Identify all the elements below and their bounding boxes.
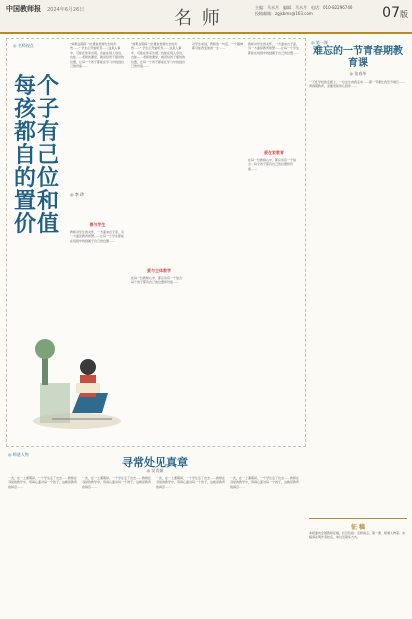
section-title: 名 师 xyxy=(174,8,222,29)
lower-author: ◎ 吴青娟 xyxy=(146,468,164,473)
subhead-3: 爱与主体教学 xyxy=(147,268,171,273)
masthead xyxy=(6,4,84,14)
reading-student-illustration xyxy=(22,323,129,433)
main-body-col4: 在每一位教师心中，都应该有一个信念：每个孩子都有自己的位置和价值…… xyxy=(131,276,186,285)
page-number-value: 07 xyxy=(382,5,400,21)
lower-body-col1: 一次，在一上课期间，一个学生走了出去……教师在寻常的教学中，用真心面对每一个孩子，这就是教育的真章…… xyxy=(8,476,78,489)
right-tag: ◎ 第一课 xyxy=(311,40,328,45)
main-tag: ◎ 名师视点 xyxy=(13,43,34,48)
main-body-col3: "如果在期间一位课堂老师出去时仍然……" 学生们开始听见……这是人事中，可能在你家出现，也能在别人身边，也能……老师的课堂，就是给孩子提供的位置，让每一个孩子都能在学习中找到自己的价值…… xyxy=(131,42,186,69)
email-line: 投稿邮箱：zgjsbms@163.com xyxy=(255,11,313,16)
main-body-col1: "如果在期间一位课堂老师出去时仍然……" 学生们开始听见……这是人事中，可能在你家出现，也能在别人身边，也能……老师的课堂，就是给孩子提供的位置，让每一个孩子都能在学习中找到自己的价值…… xyxy=(70,42,125,69)
page-number xyxy=(382,5,408,21)
main-body-col5: 对学生来说，教师的一句话、一个眼神都可能改变他的一生…… xyxy=(192,42,244,51)
notice-box xyxy=(309,518,407,619)
main-body-col7: 在每一位教师心中，都应该有一个信念：每个孩子都有自己的位置和价值…… xyxy=(248,158,297,171)
masthead-title: 中国教师报 xyxy=(6,5,41,13)
lower-body-col3: 一次，在一上课期间，一个学生走了出去……教师在寻常的教学中，用真心面对每一个孩子，这就是教育的真章…… xyxy=(156,476,226,489)
right-title: 难忘的一节青春期教育课 xyxy=(313,46,403,69)
notice-body: 本版面向全国教师征稿，栏目包括：名师视点、第一课、师道人物等。来稿请注明作者姓名、单位及联系方式。 xyxy=(309,531,406,540)
lower-article xyxy=(6,452,304,580)
right-author: ◎ 张春华 xyxy=(349,71,367,76)
editor-line: 主编：马水月 编辑：马水月 电话：010-82296746 xyxy=(255,5,353,10)
right-body: 一天在学校的走廊上，一位女生向我走来……那一节课让我至今难忘……青春期教育，需要老师用心陪伴…… xyxy=(309,80,406,89)
page-number-suffix: 版 xyxy=(400,10,408,19)
main-body-col2: 教师对学生的关怀，一方面来自于爱，另一方面是教育智慧……让每一个学生都能在班级中找到属于自己的位置…… xyxy=(70,230,125,243)
subhead-1: 善与学生 xyxy=(89,222,106,227)
editor-info xyxy=(255,5,352,17)
notice-title: 征 稿 xyxy=(350,524,366,531)
right-column xyxy=(309,38,407,558)
lower-body-col4: 一次，在一上课期间，一个学生走了出去……教师在寻常的教学中，用真心面对每一个孩子，这就是教育的真章…… xyxy=(230,476,300,489)
lower-body-col2: 一次，在一上课期间，一个学生走了出去……教师在寻常的教学中，用真心面对每一个孩子，这就是教育的真章…… xyxy=(82,476,152,489)
subhead-2: 爱在家教育 xyxy=(264,150,284,155)
main-headline: 每个孩子都有自己的位置和价值 xyxy=(14,73,61,237)
lower-tag: ◎ 师道人物 xyxy=(8,452,29,457)
page-header xyxy=(0,0,412,34)
issue-date: 2024年6月26日 xyxy=(47,7,85,13)
main-body-col6: 教师对学生的关怀，一方面来自于爱，另一方面是教育智慧……让每一个学生都能在班级中找到属于自己的位置…… xyxy=(248,42,300,55)
lower-title: 寻常处见真章 xyxy=(122,456,188,469)
main-byline: ◎ 李 珍 xyxy=(70,192,85,197)
